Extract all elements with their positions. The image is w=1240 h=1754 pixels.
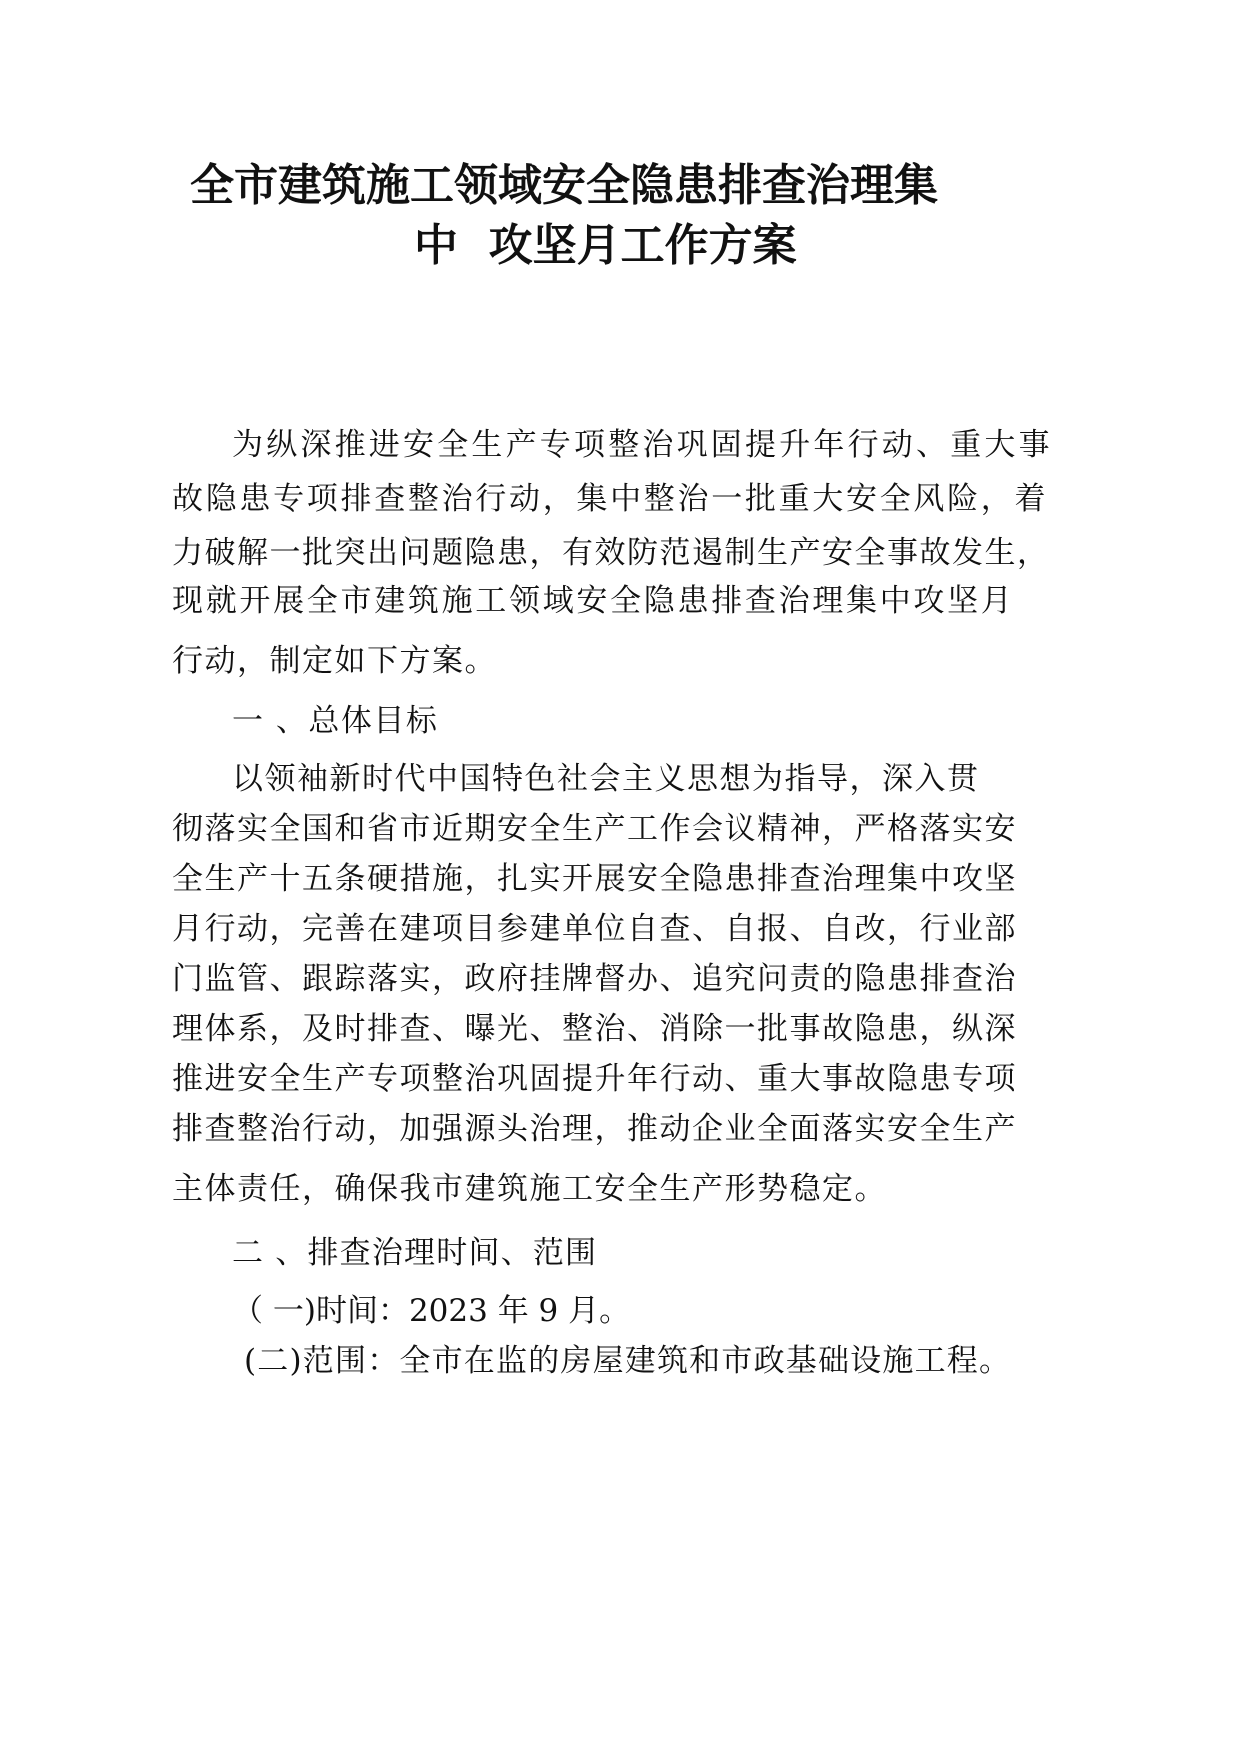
section-1-line: 主体责任，确保我市建筑施工安全生产形势稳定。 xyxy=(172,1171,887,1207)
section-1-line: 月行动，完善在建项目参建单位自查、自报、自改，行业部 xyxy=(172,911,1017,947)
intro-line: 力破解一批突出问题隐患，有效防范遏制生产安全事故发生， xyxy=(172,535,1050,571)
document-title-line-2: 中 攻坚月工作方案 xyxy=(414,220,797,271)
intro-line: 为纵深推进安全生产专项整治巩固提升年行动、重大事 xyxy=(232,427,1053,463)
section-1-line: 全生产十五条硬措施，扎实开展安全隐患排查治理集中攻坚 xyxy=(172,861,1017,897)
section-1-line: 以领袖新时代中国特色社会主义思想为指导，深入贯 xyxy=(232,761,980,797)
section-2-item-time: （ 一)时间：2023 年 9 月。 xyxy=(232,1293,631,1329)
section-1-line: 排查整治行动，加强源头治理，推动企业全面落实安全生产 xyxy=(172,1111,1017,1147)
section-1-line: 彻落实全国和省市近期安全生产工作会议精神，严格落实安 xyxy=(172,811,1017,847)
intro-line: 现就开展全市建筑施工领域安全隐患排查治理集中攻坚月 xyxy=(172,583,1015,619)
section-1-line: 门监管、跟踪落实，政府挂牌督办、追究问责的隐患排查治 xyxy=(172,961,1017,997)
intro-line: 行动，制定如下方案。 xyxy=(172,643,497,679)
intro-line: 故隐患专项排查整治行动，集中整治一批重大安全风险，着 xyxy=(172,481,1049,517)
section-1-line: 推进安全生产专项整治巩固提升年行动、重大事故隐患专项 xyxy=(172,1061,1017,1097)
section-1-line: 理体系，及时排查、曝光、整治、消除一批事故隐患，纵深 xyxy=(172,1011,1017,1047)
section-2-heading: 二 、排查治理时间、范围 xyxy=(232,1235,598,1271)
section-2-item-scope: (二)范围：全市在监的房屋建筑和市政基础设施工程。 xyxy=(244,1343,1012,1379)
document-title-line-1: 全市建筑施工领域安全隐患排查治理集 xyxy=(190,160,938,211)
section-1-heading: 一 、总体目标 xyxy=(232,703,439,739)
